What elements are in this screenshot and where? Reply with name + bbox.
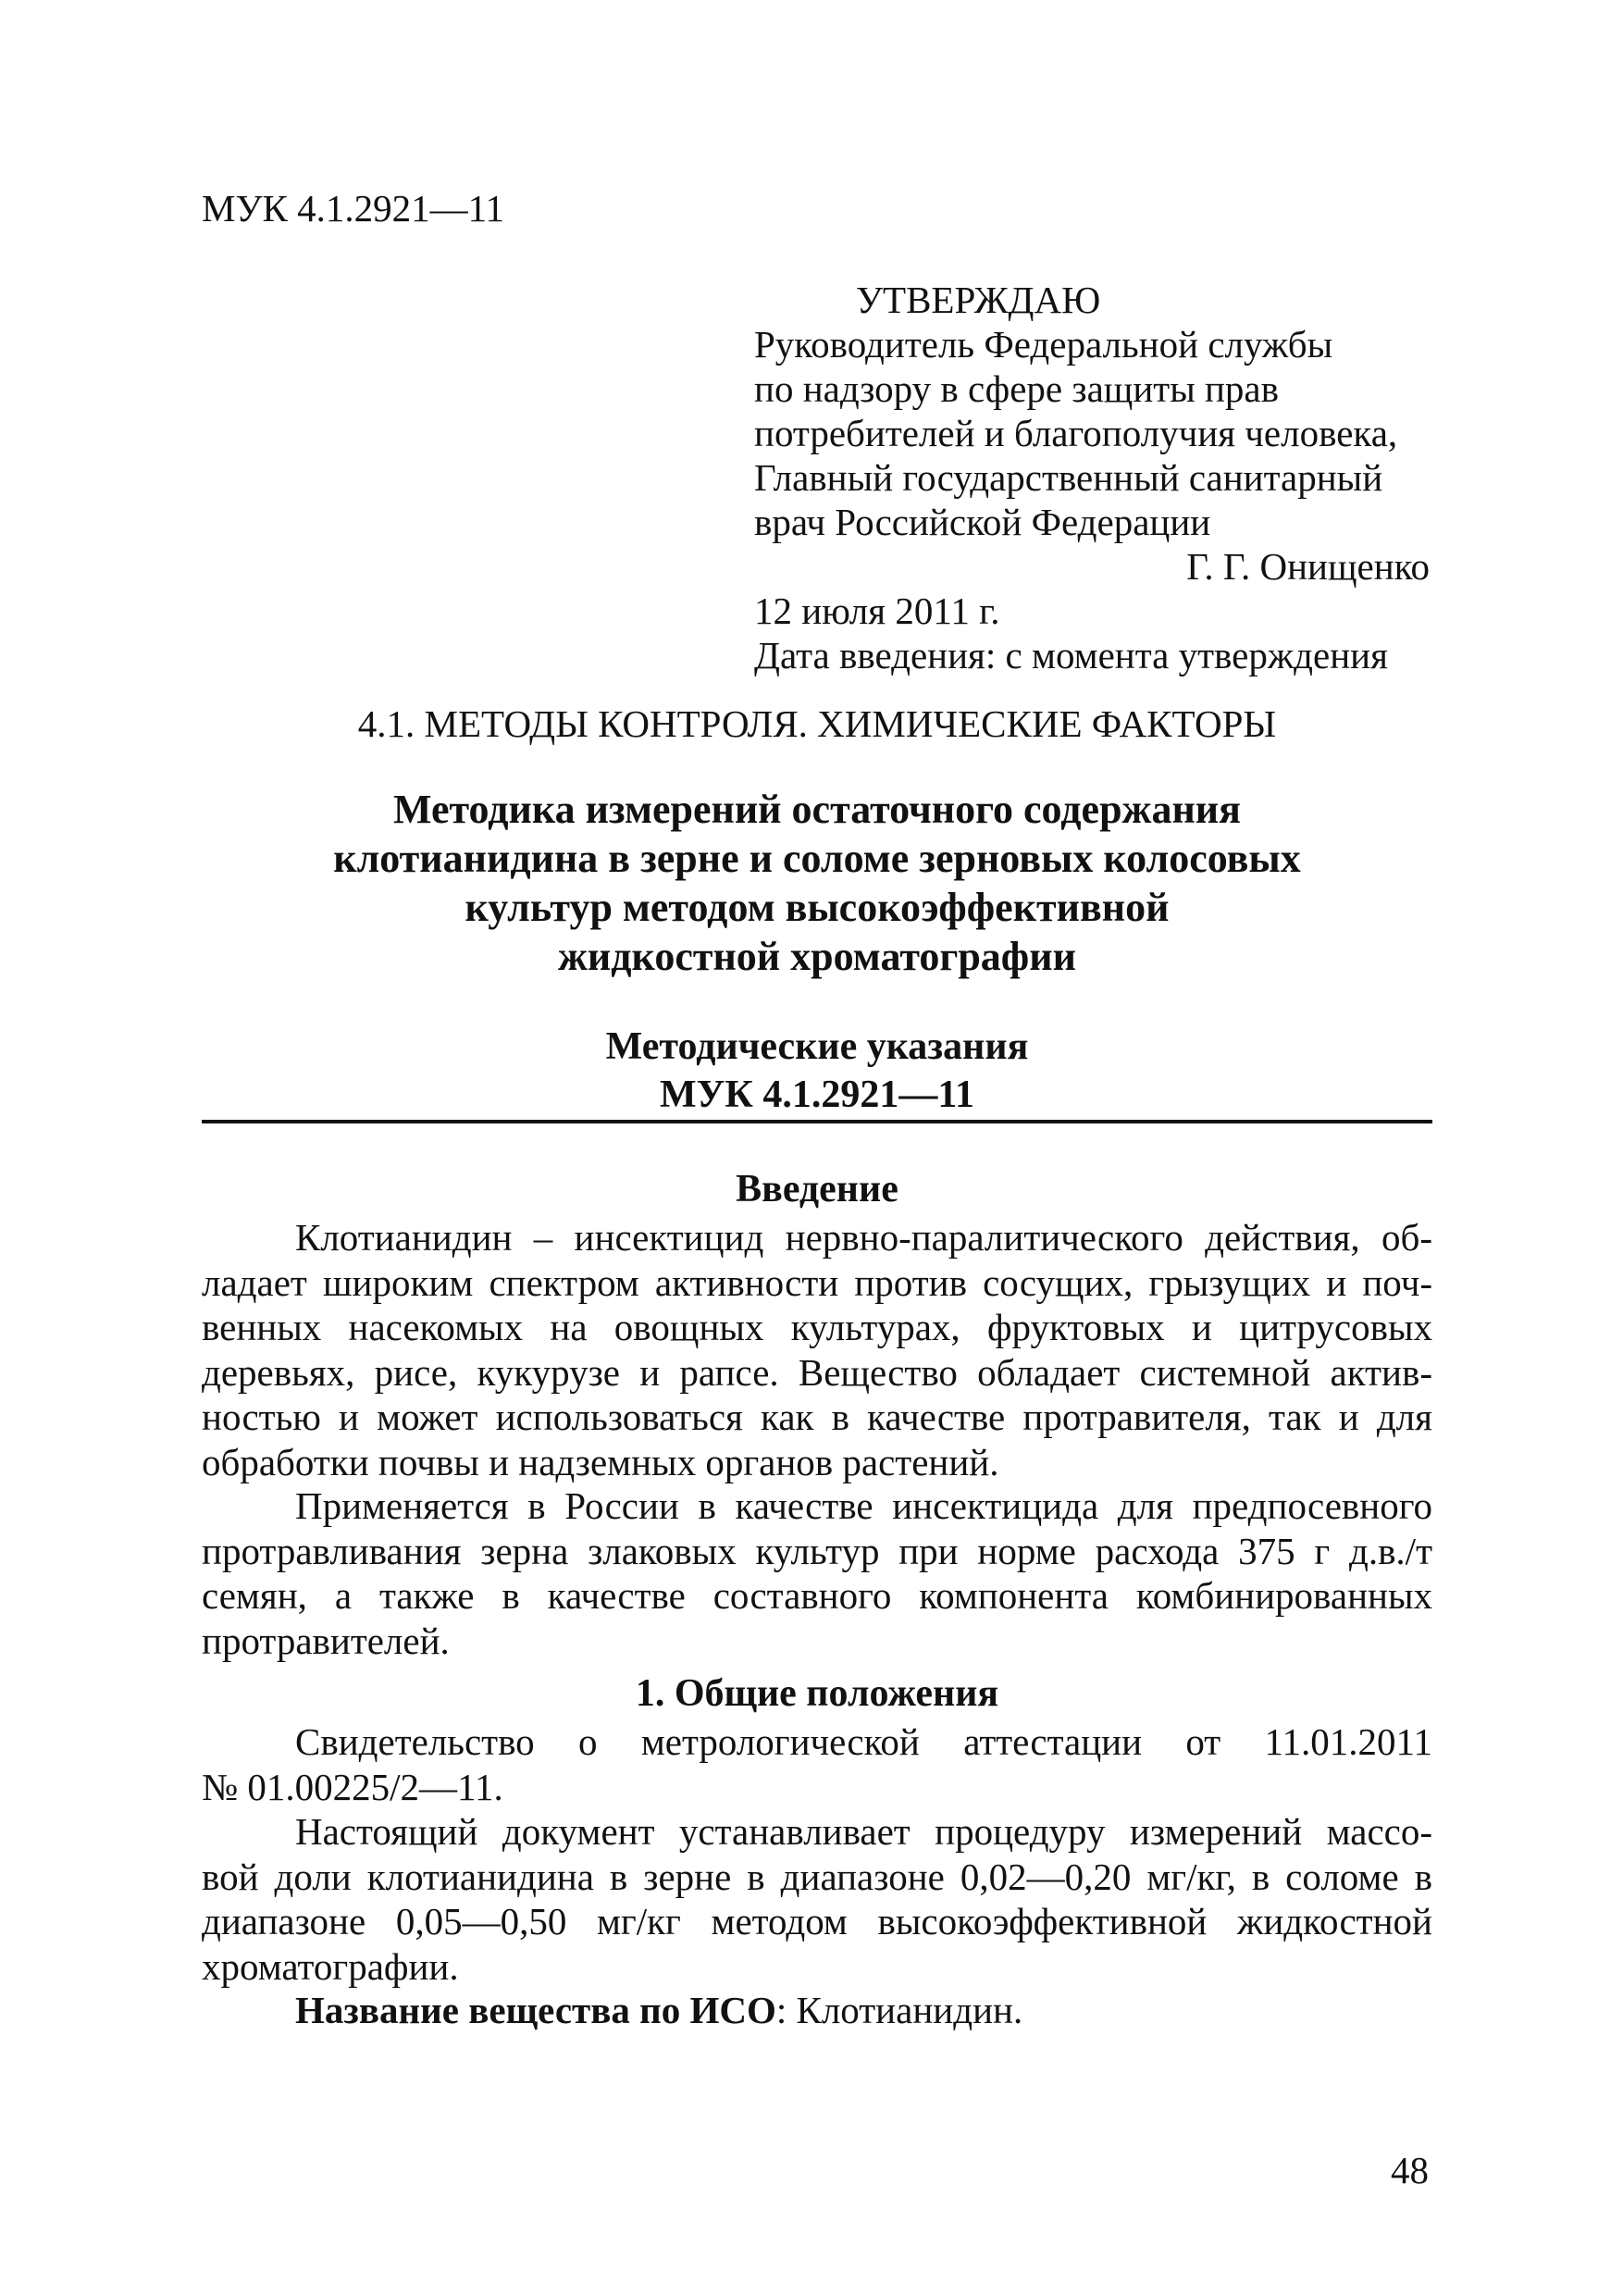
text-line: Применяется в России в качестве инсектицида для предпосевного xyxy=(295,1484,1432,1527)
text-line: обработки почвы и надземных органов растений. xyxy=(202,1440,999,1483)
text-line: семян, а также в качестве составного компонента комбинированных xyxy=(202,1574,1432,1617)
approval-position-line: врач Российской Федерации xyxy=(754,501,1211,543)
text-line: № 01.00225/2—11. xyxy=(202,1765,503,1808)
document-code-header: МУК 4.1.2921—11 xyxy=(202,187,505,230)
page-number: 48 xyxy=(1391,2149,1429,2191)
text-line: диапазоне 0,05—0,50 мг/кг методом высокоэффективной жидкостной xyxy=(202,1900,1432,1942)
substance-name-paragraph xyxy=(202,1988,1432,2033)
substance-label: Название вещества по ИСО xyxy=(295,1989,776,2031)
approval-signer: Г. Г. Онищенко xyxy=(1186,545,1430,588)
title-divider xyxy=(202,1120,1432,1123)
approval-date: 12 июля 2011 г. xyxy=(754,590,1000,632)
text-line: ностью и может использоваться как в качестве протравителя, так и для xyxy=(202,1396,1432,1438)
text-line: вой доли клотианидина в зерне в диапазоне 0,02—0,20 мг/кг, в соломе в xyxy=(202,1855,1432,1898)
substance-value: : Клотианидин. xyxy=(775,1989,1023,2031)
intro-paragraph-2 xyxy=(202,1483,1432,1663)
main-title-line: клотианидина в зерне и соломе зерновых колосовых xyxy=(333,836,1301,881)
main-title-line: жидкостной хроматографии xyxy=(558,934,1076,979)
main-title xyxy=(202,785,1432,981)
text-line: венных насекомых на овощных культурах, фруктовых и цитрусовых xyxy=(202,1306,1432,1348)
text-line: Свидетельство о метрологической аттестации от 11.01.2011 xyxy=(295,1720,1432,1763)
text-line: Настоящий документ устанавливает процедуру измерений массо- xyxy=(295,1810,1432,1853)
approval-position-line: Главный государственный санитарный xyxy=(754,456,1383,499)
general-provisions-heading: 1. Общие положения xyxy=(635,1672,999,1715)
main-title-line: культур методом высокоэффективной xyxy=(465,885,1170,930)
approval-position-line: Руководитель Федеральной службы xyxy=(754,323,1333,366)
text-line: протравителей. xyxy=(202,1619,450,1662)
section-title: 4.1. МЕТОДЫ КОНТРОЛЯ. ХИМИЧЕСКИЕ ФАКТОРЫ xyxy=(357,702,1277,745)
document-type-label: Методические указания xyxy=(605,1025,1029,1068)
main-title-line: Методика измерений остаточного содержания xyxy=(393,787,1241,832)
approval-title: УТВЕРЖДАЮ xyxy=(856,279,1101,321)
intro-paragraph-1 xyxy=(202,1215,1432,1484)
approval-position-line: потребителей и благополучия человека, xyxy=(754,412,1398,454)
intro-heading: Введение xyxy=(736,1168,898,1210)
text-line: деревьях, рисе, кукурузе и рапсе. Вещество обладает системной актив- xyxy=(202,1350,1432,1394)
effective-date: Дата введения: с момента утверждения xyxy=(754,634,1388,676)
text-line: протравливания зерна злаковых культур при норме расхода 375 г д.в./т xyxy=(202,1529,1432,1572)
text-line: Клотианидин – инсектицид нервно-паралитического действия, об- xyxy=(295,1216,1432,1259)
approval-position-line: по надзору в сфере защиты прав xyxy=(754,367,1279,410)
document-type xyxy=(202,1023,1432,1119)
scope-paragraph xyxy=(202,1809,1432,1989)
document-type-code: МУК 4.1.2921—11 xyxy=(659,1074,975,1116)
text-line: хроматографии. xyxy=(202,1944,459,1988)
certificate-paragraph xyxy=(202,1719,1432,1809)
text-line: ладает широким спектром активности против сосущих, грызущих и поч- xyxy=(202,1260,1432,1304)
approval-block xyxy=(754,278,1430,677)
